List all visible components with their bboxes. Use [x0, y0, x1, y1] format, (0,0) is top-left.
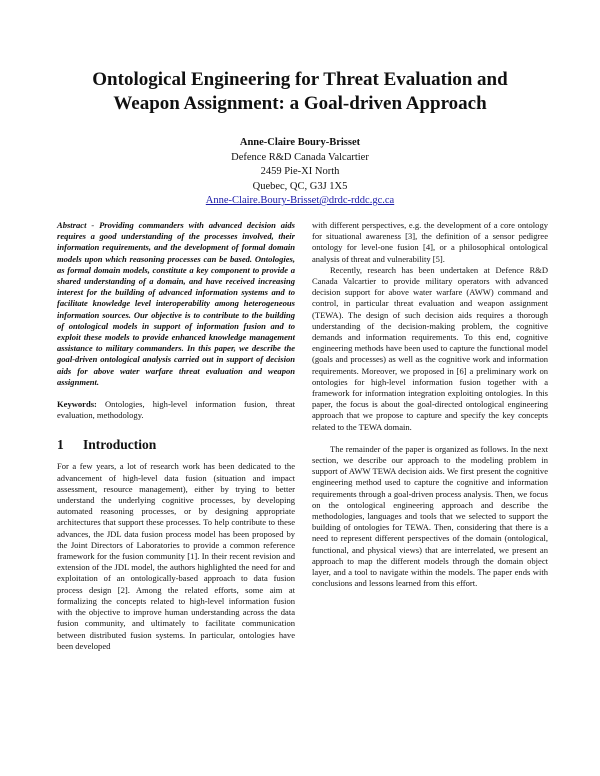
keywords-label: Keywords:: [57, 399, 97, 410]
section-number: 1: [57, 437, 64, 453]
author-block: [100, 136, 500, 209]
intro-paragraph-3: The remainder of the paper is organized as follows. In the next section, we describe our approach to the modeling problem in support of AWW TEWA decision aids. We first present the cognitive engineering method used to capture the cognitive and information requirements through a goal-driven process analysis. Then, we focus on the ontological engineering approach and describe the methodologies, languages and tools that we selected to support the building of ontologies for TEWA. Then, considering that there is a need to represent different perspectives of the domain (ontological, functional, and physical views) that are interrelated, we present an approach to map the different models through the domain object layer, and a tool to navigate within the models. The paper ends with conclusions and lessons learned from this effort.: [312, 443, 548, 589]
author-address-city: Quebec, QC, G3J 1X5: [252, 180, 348, 192]
intro-paragraph-1: For a few years, a lot of research work has been dedicated to the advancement of high-level data fusion (situation and impact assessment, resource management), either by trying to better understand the underlying cognitive processes, by developing automated reasoning processes, or by designing appropriate architectures that support these processes. To help contribute to these advances, the JDL data fusion process model has been proposed by the Joint Directors of Laboratories to provide a common reference framework for the fusion community [1]. In their recent revision and extension of the JDL model, the authors highlighted the need for and exploitation of an ontologically-based approach to data fusion process design [2]. Among the related efforts, some aim at formalizing the concepts related to high-level information fusion with the objective to improve human understanding across the data fusion community, and ultimately to facilitate communication between distributed fusion systems. In particular, ontologies have been developed: [57, 461, 295, 651]
keywords: [57, 399, 295, 421]
author-name: Anne-Claire Boury-Brisset: [239, 137, 361, 148]
intro-paragraph-1-continued: with different perspectives, e.g. the development of a core ontology for situational awareness [3], the definition of a sensor pedigree ontology for level-one fusion [4], or a philosophical ontological analysis of threat and vulnerability [5].: [312, 220, 548, 264]
section-title: Introduction: [83, 437, 157, 453]
left-column: [57, 220, 295, 652]
paper-title: Ontological Engineering for Threat Evaluation and Weapon Assignment: a Goal-driven Approach: [92, 69, 508, 114]
author-email-link[interactable]: Anne-Claire.Boury-Brisset@drdc-rddc.gc.ca: [205, 195, 395, 206]
abstract: Abstract - Providing commanders with advanced decision aids requires a good understanding of the processes involved, their information requirements, and the development of formal domain models upon which reasoning processes can be based. Ontologies, as formal domain models, constitute a key component to provide a shared understanding of a domain, and have received increasing interest for the building of advanced information systems and to facilitate knowledge level interoperability among heterogeneous information sources. Our objective is to contribute to the building of ontological models in support of information fusion and to exploit these models to provide enhanced knowledge management assistance to military commanders. In this paper, we describe the goal-driven ontological analysis carried out in support of decision aids for above water warfare threat evaluation and weapon assignment.: [57, 220, 295, 387]
keywords-text: Ontologies, high-level information fusion, threat evaluation, methodology.: [57, 399, 296, 421]
intro-paragraph-2: Recently, research has been undertaken at Defence R&D Canada Valcartier to provide military operators with advanced decision support for above water warfare (AWW) command and control, in particular threat evaluation and weapon assignment (TEWA). The design of such decision aids requires a thorough understanding of the decision-making problem, the cognitive demands and information requirements. To this end, cognitive engineering methods have been used to capture the functional model (goals and processes) as well as the cognitive work and information requirements. Moreover, we proposed in [6] a preliminary work on ontologies for high-level information fusion together with a framework for information integration exploiting ontologies. In this paper, the focus is about the goal-directed ontological engineering approach that we propose to capture and specify the key concepts related to the TEWA domain.: [312, 264, 548, 432]
section-heading: [57, 437, 295, 453]
author-affiliation: Defence R&D Canada Valcartier: [231, 151, 369, 163]
right-column: [312, 220, 548, 590]
author-address-street: 2459 Pie-XI North: [260, 166, 340, 177]
